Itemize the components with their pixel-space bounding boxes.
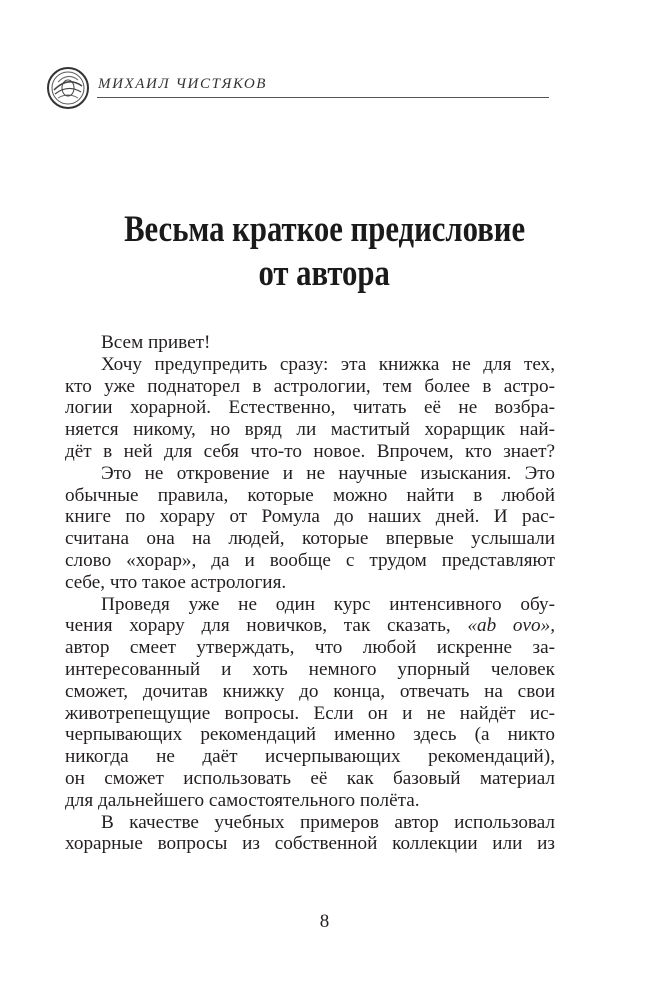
text-line-content: черпывающих рекомендаций именно здесь (а никто (65, 724, 555, 746)
text-line-content: он сможет использовать её как базовый материал (65, 767, 555, 789)
text-line (65, 703, 555, 725)
chapter-title-line: Весьма краткое предисловие (123, 209, 526, 250)
text-line (65, 659, 555, 681)
text-line (65, 354, 555, 376)
text-line (65, 376, 555, 398)
text-line (65, 572, 555, 594)
text-line (65, 441, 555, 463)
running-head: МИХАИЛ ЧИСТЯКОВ (98, 76, 268, 92)
text-line-content: сможет, дочитав книжку до конца, отвечать на свои (65, 680, 555, 702)
text-line (65, 637, 555, 659)
text-line (65, 528, 555, 550)
text-line-content: автор смеет утверждать, что любой искренне за- (65, 637, 555, 659)
text-line (65, 550, 555, 572)
text-line-content: дёт в ней для себя что-то новое. Впрочем, кто знает? (65, 440, 555, 462)
text-line (65, 419, 555, 441)
text-line-content: животрепещущие вопросы. Если он и не найдёт ис- (65, 702, 555, 724)
text-line (65, 812, 555, 834)
text-line (65, 332, 555, 354)
text-line-content: обычные правила, которые можно найти в любой (65, 484, 555, 506)
text-line-content: Проведя уже не один курс интенсивного обу- (101, 593, 555, 615)
text-line-content: слово «хорар», да и вообще с трудом представляют (65, 549, 555, 571)
text-line (65, 790, 555, 812)
body-text (65, 332, 555, 855)
text-line-content: В качестве учебных примеров автор использовал (101, 811, 555, 833)
page-number: 8 (319, 911, 330, 932)
text-line-content: Хочу предупредить сразу: эта книжка не для тех, (101, 353, 555, 375)
text-line (65, 833, 555, 855)
text-line (65, 615, 555, 637)
text-line (65, 681, 555, 703)
text-line-content: Это не откровение и не научные изыскания. Это (101, 462, 555, 484)
text-line-content: логии хорарной. Естественно, читать её не возбра- (65, 397, 555, 419)
text-line-content: интересованный и хоть немного упорный человек (65, 658, 555, 680)
text-line (65, 594, 555, 616)
text-line-content: себе, что такое астрология. (65, 571, 287, 593)
text-line (65, 485, 555, 507)
text-line-content: чения хорару для новичков, так сказать, (65, 615, 451, 637)
text-line-content: книге по хорару от Ромула до наших дней. И рас- (65, 506, 555, 528)
italic-phrase: «ab ovo», (467, 615, 555, 637)
text-line-content: для дальнейшего самостоятельного полёта. (65, 789, 420, 811)
text-line-content: никогда не даёт исчерпывающих рекомендаций), (65, 746, 555, 768)
text-line-content: хорарные вопросы из собственной коллекции или из (65, 833, 555, 855)
text-line (65, 463, 555, 485)
ornamental-medallion-icon (46, 66, 90, 110)
text-line (65, 746, 555, 768)
header-rule (97, 97, 549, 98)
text-line (65, 506, 555, 528)
text-line-content: няется никому, но вряд ли маститый хорарщик най- (65, 419, 555, 441)
text-line-content: Всем привет! (101, 332, 211, 353)
chapter-title-line: от автора (258, 253, 391, 294)
text-line (65, 768, 555, 790)
text-line (65, 724, 555, 746)
text-line-content: кто уже поднаторел в астрологии, тем более в астро- (65, 375, 555, 397)
text-line-content: считана она на людей, которые впервые услышали (65, 528, 555, 550)
text-line (65, 397, 555, 419)
chapter-title (0, 208, 649, 296)
